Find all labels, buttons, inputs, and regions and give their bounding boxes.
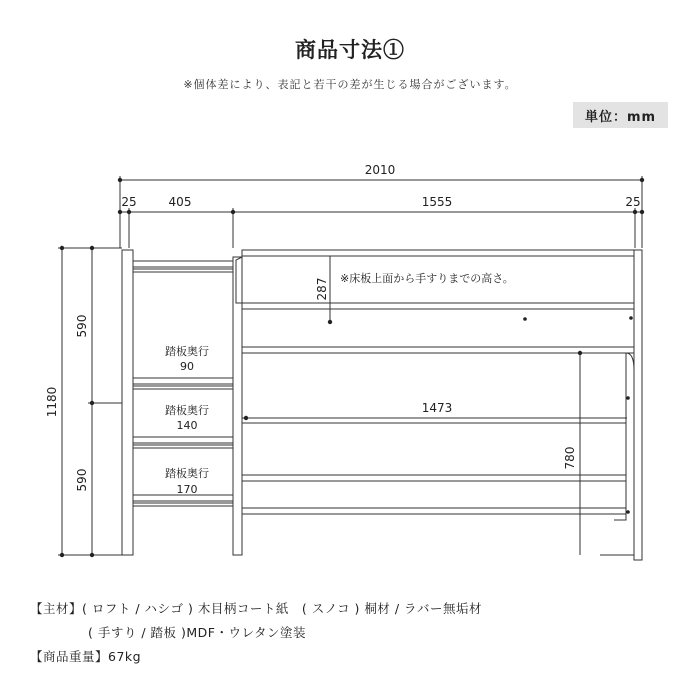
step-value: 170 bbox=[176, 483, 198, 496]
dim-bed-width: 1555 bbox=[421, 195, 453, 209]
weight-row bbox=[30, 645, 482, 669]
dim-total-height: 1180 bbox=[45, 386, 59, 418]
material-row-2 bbox=[30, 621, 482, 645]
dim-total-width: 2010 bbox=[364, 163, 396, 177]
dim-inner-width: 1473 bbox=[421, 401, 453, 415]
dim-left-edge: 25 bbox=[121, 195, 137, 209]
step-label: 踏板奥行 bbox=[165, 467, 209, 480]
dim-upper-height: 590 bbox=[75, 314, 89, 338]
dim-lower-height: 590 bbox=[75, 468, 89, 492]
material-label: 【主材】 bbox=[30, 601, 83, 616]
weight-value: 67kg bbox=[108, 649, 142, 664]
step-value: 140 bbox=[176, 419, 198, 432]
dim-rail-height: 287 bbox=[315, 277, 329, 301]
dim-under-height: 780 bbox=[563, 446, 577, 470]
page-title: 商品寸法① bbox=[295, 37, 405, 62]
step-label: 踏板奥行 bbox=[165, 404, 209, 417]
rail-height-note: ※床板上面から手すりまでの高さ。 bbox=[340, 272, 514, 285]
dim-right-edge: 25 bbox=[625, 195, 641, 209]
dim-ladder-width: 405 bbox=[168, 195, 192, 209]
spec-list bbox=[30, 597, 482, 669]
step-label: 踏板奥行 bbox=[165, 345, 209, 358]
material-line-1: ( ロフト / ハシゴ ) 木目柄コート紙 ( スノコ ) 桐材 / ラバー無垢材 bbox=[82, 601, 483, 616]
weight-label: 【商品重量】 bbox=[30, 649, 109, 664]
step-value: 90 bbox=[180, 360, 194, 373]
unit-badge: 単位：mm bbox=[573, 102, 668, 128]
disclaimer-note: ※個体差により、表記と若干の差が生じる場合がございます。 bbox=[183, 78, 517, 91]
material-row bbox=[30, 597, 482, 621]
material-line-2: ( 手すり / 踏板 )MDF・ウレタン塗装 bbox=[88, 625, 306, 640]
